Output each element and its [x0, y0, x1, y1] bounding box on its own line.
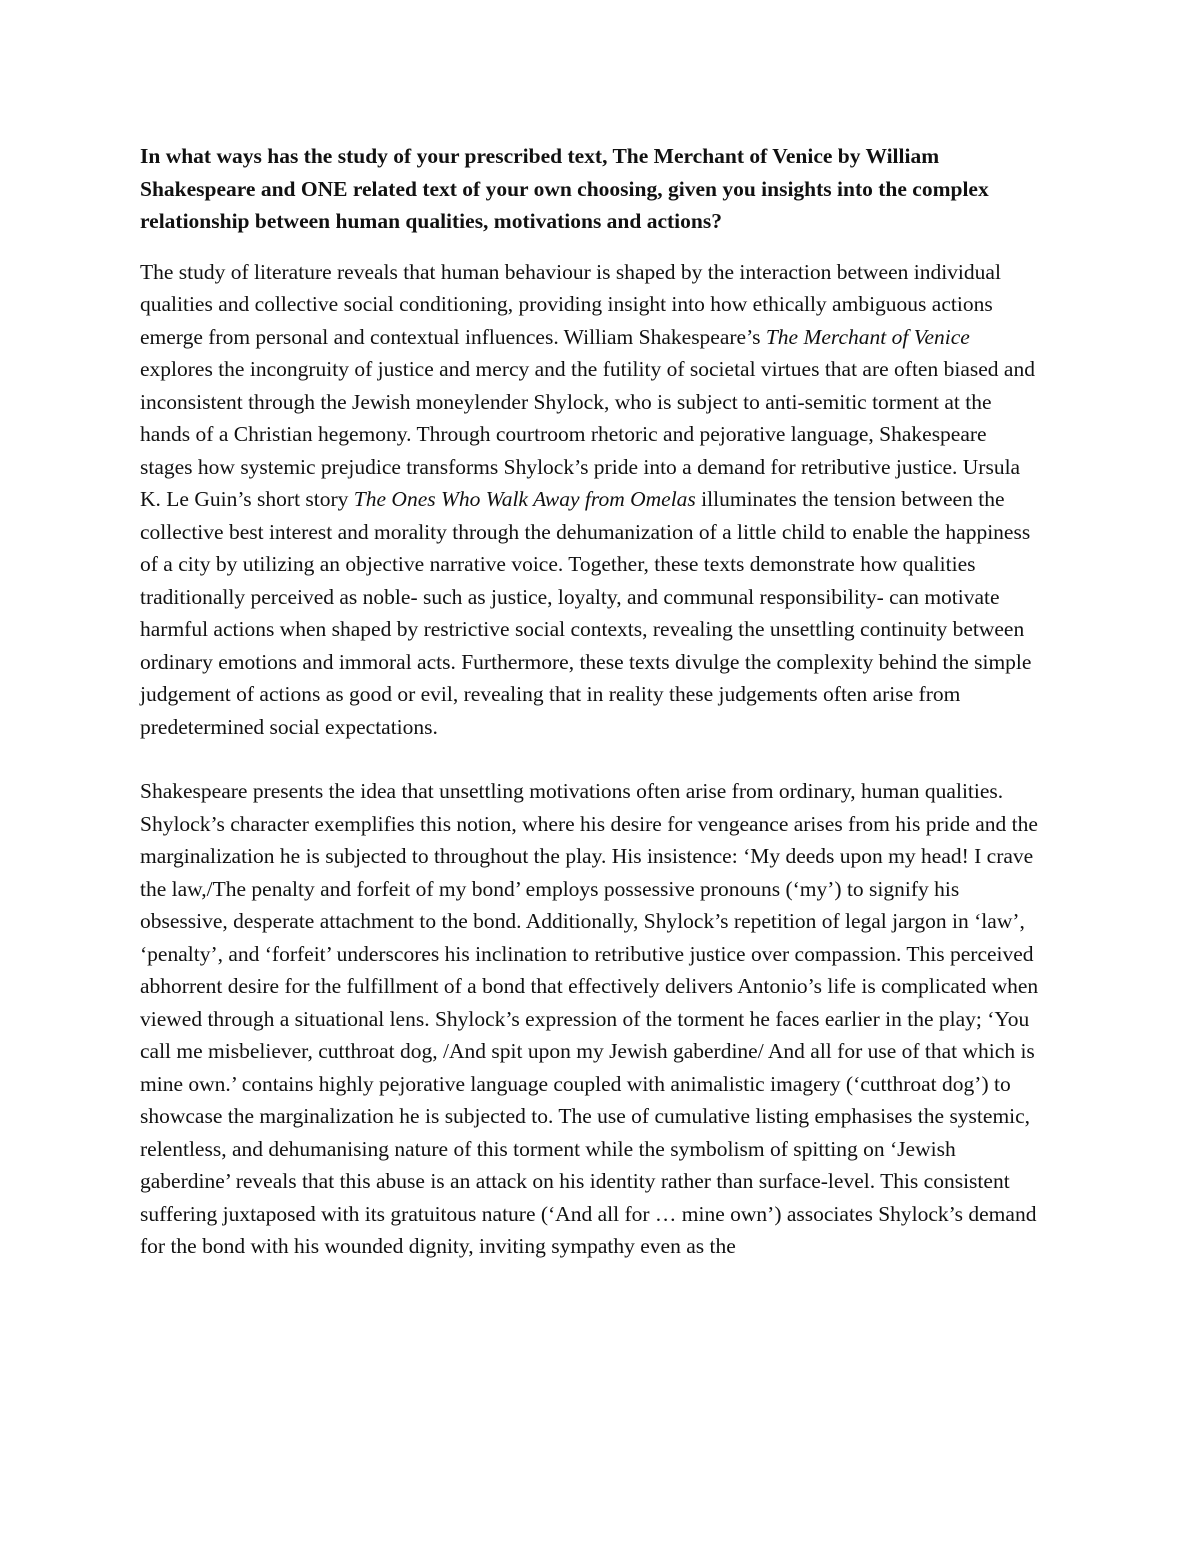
text-segment: The study of literature reveals that human behaviour is shaped by the interaction between individual qualities and collective social conditioning, providing insight into how ethically ambiguous actions emerge from personal and contextual influences. William Shakespeare’s — [140, 259, 1001, 349]
text-segment: explores the incongruity of justice and mercy and the futility of societal virtues that are often biased and inconsistent through the Jewish moneylender Shylock, who is subject to anti-semitic torment at the hands of a Christian hegemony. Through courtroom rhetoric and pejorative language, Shakespeare stages how systemic prejudice transforms Shylock’s pride into a demand for retributive justice. Ursula K. Le Guin’s short story — [140, 357, 1035, 511]
text-segment: illuminates the tension between the collective best interest and morality through the dehumanization of a little child to enable the happiness of a city by utilizing an objective narrative voice. Together, these texts demonstrate how qualities traditionally perceived as noble- such as justice, loyalty, and communal responsibility- can motivate harmful actions when shaped by restrictive social contexts, revealing the unsettling continuity between ordinary emotions and immoral acts. Furthermore, these texts divulge the complexity behind the simple judgement of actions as good or evil, revealing that in reality these judgements often arise from predetermined social expectations. — [140, 487, 1032, 739]
paragraph-introduction — [140, 256, 1040, 744]
text-segment: Shakespeare presents the idea that unsettling motivations often arise from ordinary, human qualities. Shylock’s character exemplifies this notion, where his desire for vengeance arises from his pride and the marginalization he is subjected to throughout the play. His insistence: ‘My deeds upon my head! I crave the law,/The penalty and forfeit of my bond’ employs possessive pronouns (‘my’) to signify his obsessive, desperate attachment to the bond. Additionally, Shylock’s repetition of legal jargon in ‘law’, ‘penalty’, and ‘forfeit’ underscores his inclination to retributive justice over compassion. This perceived abhorrent desire for the fulfillment of a bond that effectively delivers Antonio’s life is complicated when viewed through a situational lens. Shylock’s expression of the torment he faces earlier in the play; ‘You call me misbeliever, cutthroat dog, /And spit upon my Jewish gaberdine/ And all for use of that which is mine own.’ contains highly pejorative language coupled with animalistic imagery (‘cutthroat dog’) to showcase the marginalization he is subjected to. The use of cumulative listing emphasises the systemic, relentless, and dehumanising nature of this torment while the symbolism of spitting on ‘Jewish gaberdine’ reveals that this abuse is an attack on his identity rather than surface-level. This consistent suffering juxtaposed with its gratuitous nature (‘And all for … mine own’) associates Shylock’s demand for the bond with his wounded dignity, inviting sympathy even as the — [140, 779, 1039, 1258]
document-page — [140, 140, 1040, 1263]
essay-body — [140, 256, 1040, 1263]
italic-title-omelas: The Ones Who Walk Away from Omelas — [353, 487, 696, 511]
italic-title-merchant-of-venice: The Merchant of Venice — [765, 324, 970, 349]
paragraph-body-1 — [140, 775, 1040, 1263]
essay-question: In what ways has the study of your prescribed text, The Merchant of Venice by William Shakespeare and ONE related text of your own choosing, given you insights into the complex relationship between human qualities, motivations and actions? — [140, 144, 989, 233]
